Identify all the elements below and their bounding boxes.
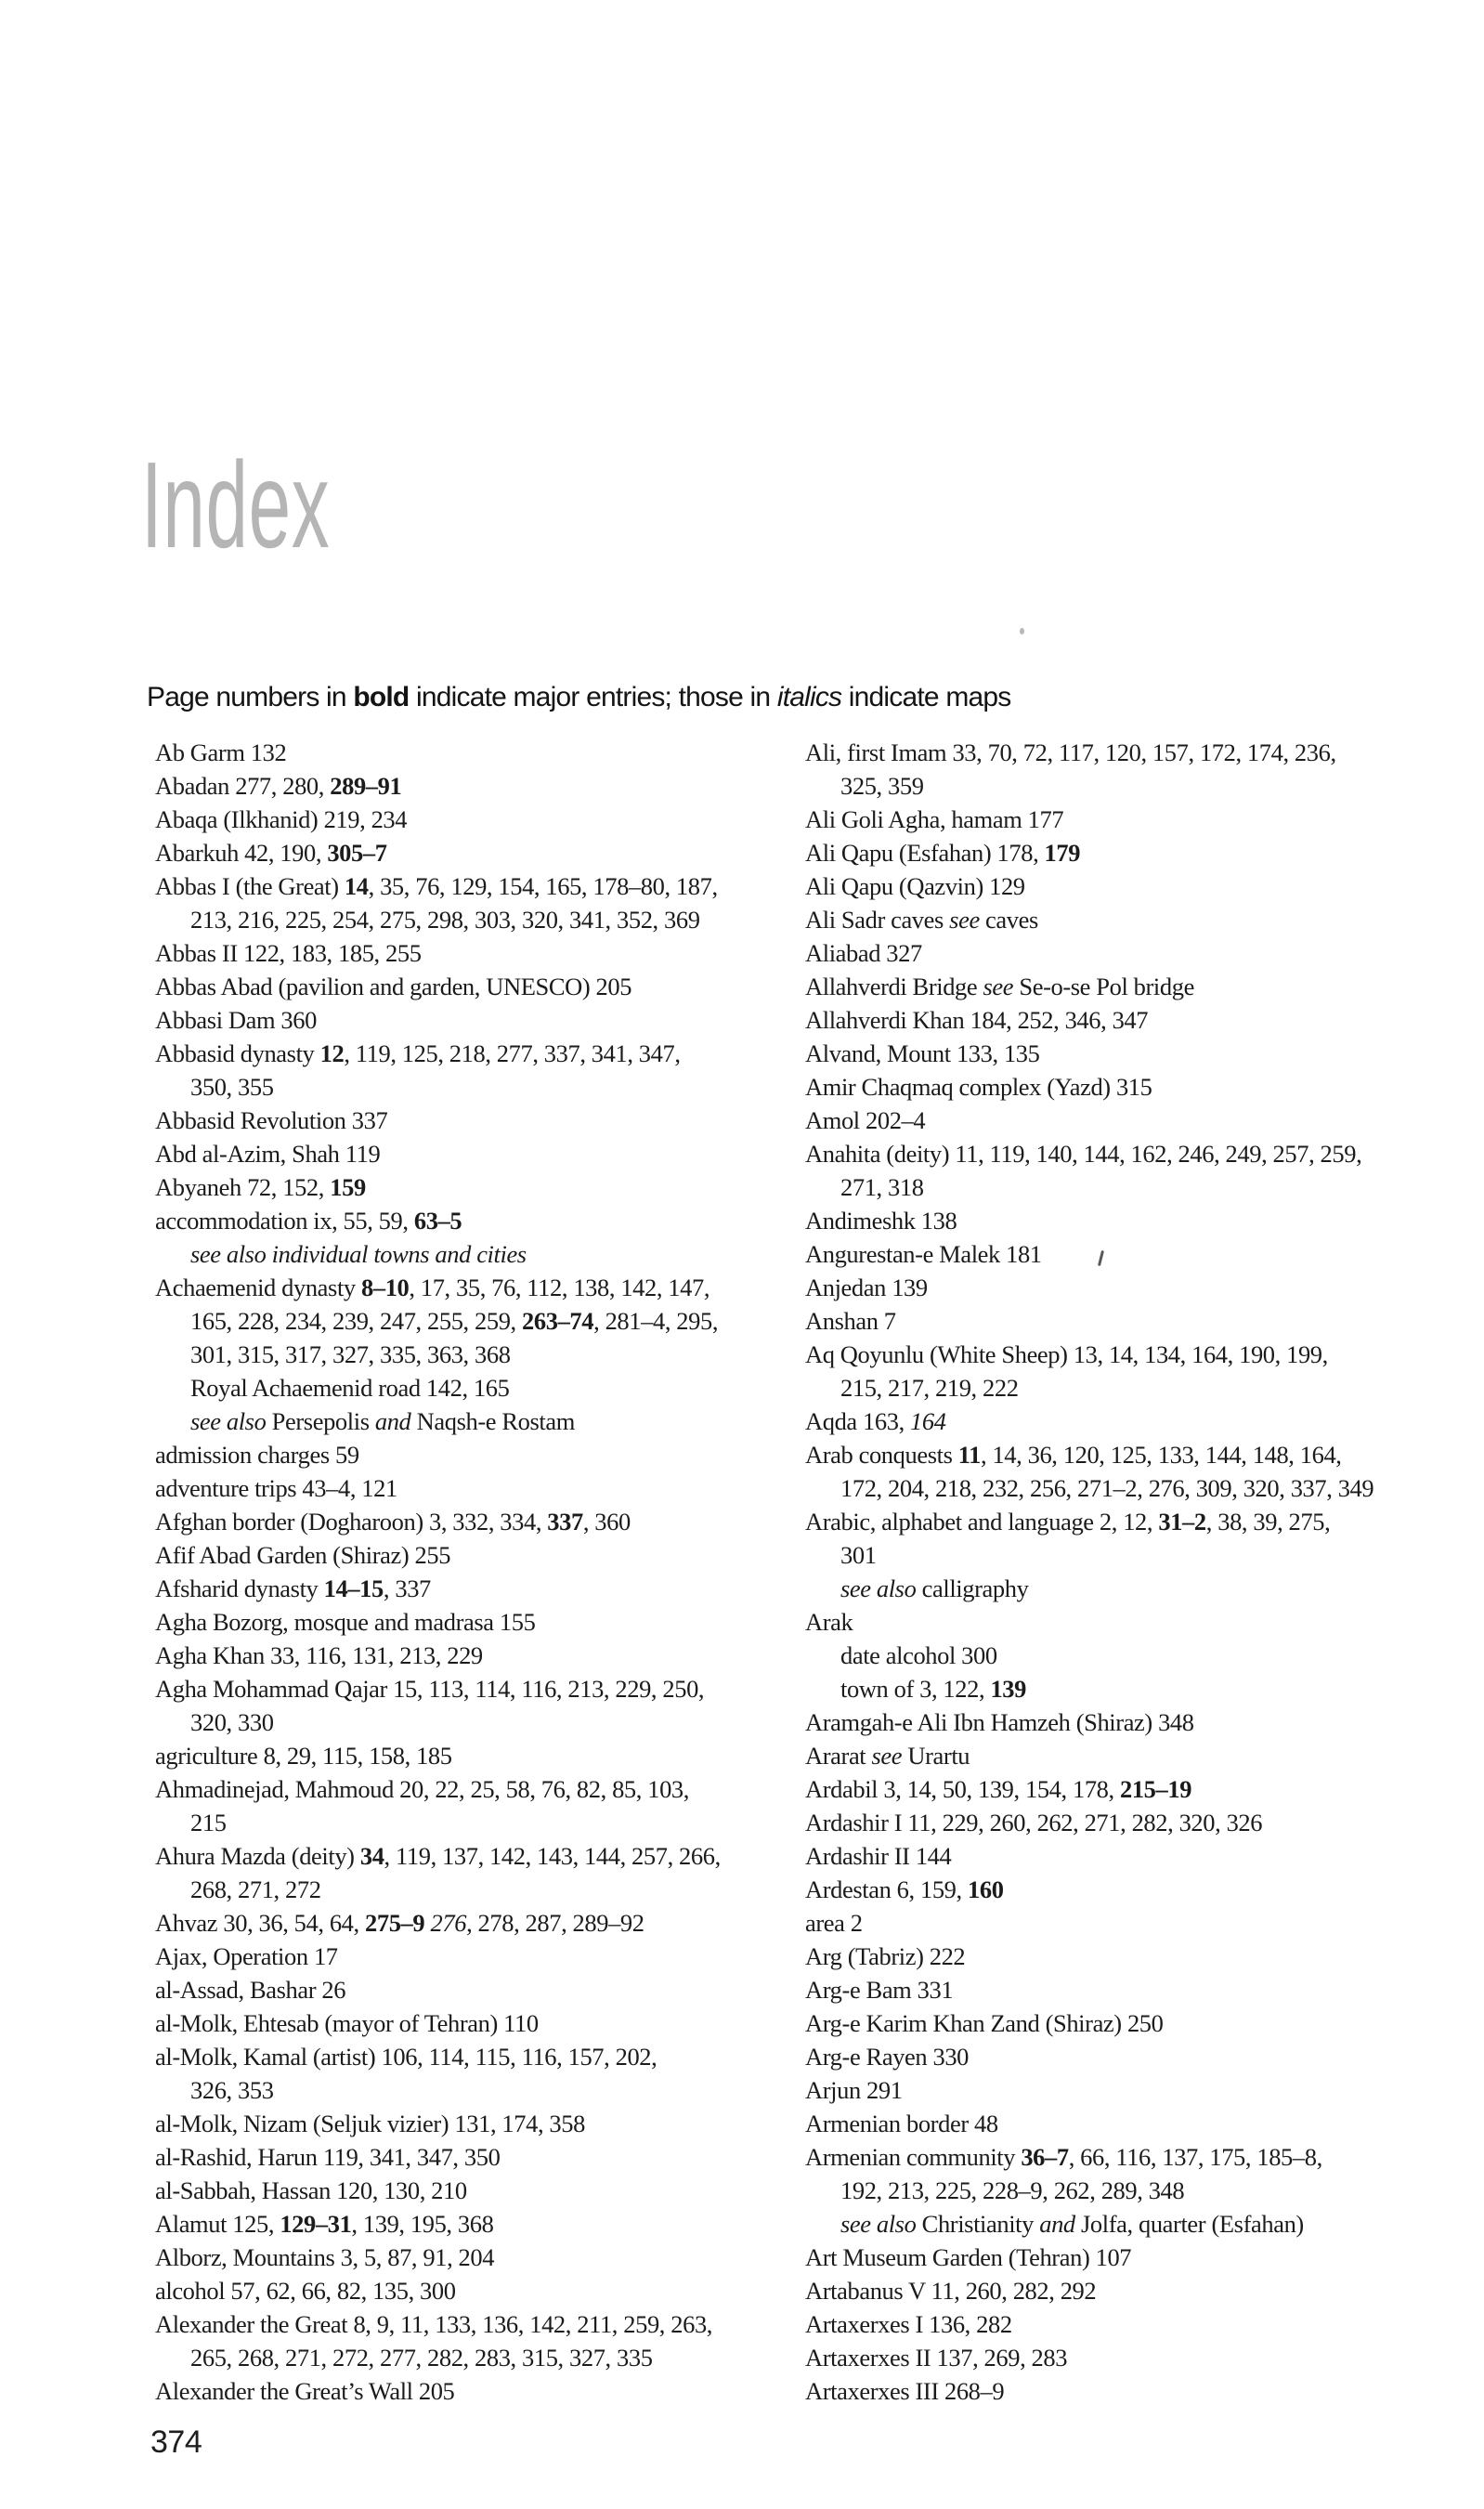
index-entry-line xyxy=(155,1906,796,1940)
text-run: 160 xyxy=(968,1875,1004,1903)
index-entry-line xyxy=(155,1371,796,1405)
text-run: 275–9 xyxy=(365,1909,425,1937)
text-run: see xyxy=(871,1742,903,1770)
index-entry-line xyxy=(805,1639,1478,1672)
text-run: alcohol 57, 62, 66, 82, 135, 300 xyxy=(155,2277,456,2305)
text-run: Artaxerxes I 136, 282 xyxy=(805,2310,1012,2338)
text-run: Arg-e Rayen 330 xyxy=(805,2043,970,2071)
index-entry-line xyxy=(805,736,1478,769)
text-run: , 119, 137, 142, 143, 144, 257, 266, xyxy=(384,1842,721,1870)
index-entry-line xyxy=(155,1672,796,1705)
index-entry-line xyxy=(155,1940,796,1973)
text-run: Ardashir II 144 xyxy=(805,1842,952,1870)
index-entry-line xyxy=(155,1271,796,1304)
text-run: Alborz, Mountains 3, 5, 87, 91, 204 xyxy=(155,2243,495,2271)
text-run: , 38, 39, 275, xyxy=(1205,1508,1331,1535)
text-run: and xyxy=(1039,2210,1075,2238)
index-entry-line xyxy=(805,1839,1478,1873)
text-run: Persepolis xyxy=(271,1407,375,1435)
index-entry-line xyxy=(155,1639,796,1672)
text-run: 14–15 xyxy=(323,1575,384,1602)
index-entry-line xyxy=(155,1772,796,1806)
text-run: accommodation ix, 55, 59, xyxy=(155,1207,414,1235)
text-run: italics xyxy=(776,682,842,712)
index-entry-line xyxy=(155,1204,796,1237)
index-entry-line xyxy=(155,1405,796,1438)
index-entry-line xyxy=(805,1371,1478,1405)
text-run: 192, 213, 225, 228–9, 262, 289, 348 xyxy=(840,2176,1185,2204)
text-run: Afsharid dynasty xyxy=(155,1575,324,1602)
index-entry-line xyxy=(805,1104,1478,1137)
index-entry-line xyxy=(805,1906,1478,1940)
text-run: Ali, first Imam 33, 70, 72, 117, 120, 157, 172, 174, 236, xyxy=(805,738,1336,766)
text-run: see also xyxy=(840,2210,917,2238)
text-run: Ali Qapu (Qazvin) 129 xyxy=(805,872,1025,900)
text-run: Artabanus V 11, 260, 282, 292 xyxy=(805,2277,1097,2305)
text-run: Abbas I (the Great) xyxy=(155,872,345,900)
text-run: Armenian border 48 xyxy=(805,2110,998,2137)
index-entry-line xyxy=(805,1806,1478,1839)
text-run: 34 xyxy=(359,1842,384,1870)
text-run: al-Molk, Nizam (Seljuk vizier) 131, 174, 358 xyxy=(155,2110,585,2137)
index-entry-line xyxy=(805,1237,1478,1271)
text-run: 289–91 xyxy=(330,772,402,800)
text-run: caves xyxy=(979,906,1038,934)
index-entry-line xyxy=(805,936,1478,970)
index-entry-line xyxy=(155,2174,796,2207)
text-run: see also individual towns and cities xyxy=(190,1240,527,1268)
text-run: Art Museum Garden (Tehran) 107 xyxy=(805,2243,1132,2271)
index-entry-line xyxy=(155,2307,796,2341)
index-entry-line xyxy=(155,1438,796,1471)
text-run: Anjedan 139 xyxy=(805,1274,928,1301)
text-run: , 278, 287, 289–92 xyxy=(466,1909,644,1937)
index-entry-line xyxy=(805,1672,1478,1705)
index-entry-line xyxy=(155,1973,796,2006)
text-run: 11 xyxy=(957,1441,981,1469)
index-entry-line xyxy=(805,1304,1478,1338)
text-run: Arg-e Karim Khan Zand (Shiraz) 250 xyxy=(805,2009,1164,2037)
text-run: date alcohol 300 xyxy=(840,1641,997,1669)
text-run: Amir Chaqmaq complex (Yazd) 315 xyxy=(805,1073,1152,1101)
text-run: Afif Abad Garden (Shiraz) 255 xyxy=(155,1541,451,1569)
index-entry-line xyxy=(155,1104,796,1137)
text-run: Arg-e Bam 331 xyxy=(805,1976,954,2004)
text-run: Abbas Abad (pavilion and garden, UNESCO) 205 xyxy=(155,973,632,1000)
text-run: Abd al-Azim, Shah 119 xyxy=(155,1140,381,1168)
text-run: admission charges 59 xyxy=(155,1441,359,1469)
index-entry-line xyxy=(805,2307,1478,2341)
text-run: Ahvaz 30, 36, 54, 64, xyxy=(155,1909,365,1937)
text-run: Ali Qapu (Esfahan) 178, xyxy=(805,839,1045,867)
text-run: 215, 217, 219, 222 xyxy=(840,1374,1019,1402)
text-run: Arabic, alphabet and language 2, 12, xyxy=(805,1508,1159,1535)
index-entry-line xyxy=(805,1572,1478,1605)
text-run: Abyaneh 72, 152, xyxy=(155,1173,331,1201)
text-run: Artaxerxes III 268–9 xyxy=(805,2377,1005,2405)
text-run: indicate major entries; those in xyxy=(409,682,777,712)
text-run: Andimeshk 138 xyxy=(805,1207,957,1235)
text-run: Anahita (deity) 11, 119, 140, 144, 162, 246, 249, 257, 259, xyxy=(805,1140,1362,1168)
index-entry-line xyxy=(805,803,1478,836)
index-entry-line xyxy=(805,2073,1478,2107)
index-entry-line xyxy=(805,2174,1478,2207)
index-entry-line xyxy=(805,1271,1478,1304)
index-column-right xyxy=(805,736,1478,2408)
index-entry-line xyxy=(155,1037,796,1070)
index-entry-line xyxy=(805,1170,1478,1204)
text-run: indicate maps xyxy=(841,682,1011,712)
text-run: area 2 xyxy=(805,1909,863,1937)
text-run: 301, 315, 317, 327, 335, 363, 368 xyxy=(190,1340,511,1368)
text-run: 301 xyxy=(840,1541,877,1569)
text-run: al-Molk, Kamal (artist) 106, 114, 115, 116, 157, 202, xyxy=(155,2043,657,2071)
text-run: 271, 318 xyxy=(840,1173,924,1201)
text-run: 320, 330 xyxy=(190,1708,274,1736)
index-entry-line xyxy=(155,2040,796,2073)
text-run: Ahura Mazda (deity) xyxy=(155,1842,360,1870)
text-run: 129–31 xyxy=(280,2210,352,2238)
text-run: Arjun 291 xyxy=(805,2076,903,2104)
index-entry-line xyxy=(155,736,796,769)
text-run: Agha Mohammad Qajar 15, 113, 114, 116, 213, 229, 250, xyxy=(155,1675,705,1703)
index-entry-line xyxy=(155,1739,796,1772)
index-entry-line xyxy=(805,836,1478,869)
text-run: 326, 353 xyxy=(190,2076,274,2104)
index-entry-line xyxy=(155,1170,796,1204)
index-entry-line xyxy=(805,1940,1478,1973)
index-entry-line xyxy=(805,1873,1478,1906)
text-run: Anshan 7 xyxy=(805,1307,896,1335)
index-entry-line xyxy=(155,1572,796,1605)
index-entry-line xyxy=(805,1338,1478,1371)
ink-speck xyxy=(1020,628,1024,634)
text-run: Aliabad 327 xyxy=(805,939,922,967)
index-entry-line xyxy=(805,1137,1478,1170)
text-run: bold xyxy=(353,682,410,712)
text-run: Abaqa (Ilkhanid) 219, 234 xyxy=(155,805,408,833)
text-run: Afghan border (Dogharoon) 3, 332, 334, xyxy=(155,1508,548,1535)
text-run: Ab Garm 132 xyxy=(155,738,287,766)
text-run: Abbas II 122, 183, 185, 255 xyxy=(155,939,422,967)
text-run: Artaxerxes II 137, 269, 283 xyxy=(805,2344,1068,2372)
index-entry-line xyxy=(805,1471,1478,1505)
index-entry-line xyxy=(155,1304,796,1338)
index-entry-line xyxy=(805,1538,1478,1572)
text-run: Page numbers in xyxy=(147,682,354,712)
index-entry-line xyxy=(805,970,1478,1003)
index-entry-line xyxy=(155,1806,796,1839)
index-entry-line xyxy=(805,1204,1478,1237)
index-entry-line xyxy=(155,1338,796,1371)
text-run: Ardabil 3, 14, 50, 139, 154, 178, xyxy=(805,1775,1120,1803)
text-run: Arg (Tabriz) 222 xyxy=(805,1942,966,1970)
index-entry-line xyxy=(155,2140,796,2174)
text-run: 172, 204, 218, 232, 256, 271–2, 276, 309, 320, 337, 349 xyxy=(840,1474,1374,1502)
text-run: see xyxy=(949,906,980,934)
text-run: Ahmadinejad, Mahmoud 20, 22, 25, 58, 76, 82, 85, 103, xyxy=(155,1775,689,1803)
text-run: and xyxy=(374,1407,411,1435)
text-run: Ardestan 6, 159, xyxy=(805,1875,968,1903)
text-run: , 14, 36, 120, 125, 133, 144, 148, 164, xyxy=(981,1441,1342,1469)
index-entry-line xyxy=(805,2374,1478,2408)
index-entry-line xyxy=(805,2241,1478,2274)
text-run: Royal Achaemenid road 142, 165 xyxy=(190,1374,510,1402)
text-run: al-Assad, Bashar 26 xyxy=(155,1976,346,2004)
text-run: Christianity xyxy=(916,2210,1040,2238)
index-entry-line xyxy=(805,1973,1478,2006)
index-entry-line xyxy=(805,2140,1478,2174)
index-entry-line xyxy=(805,1505,1478,1538)
text-run: Angurestan-e Malek 181 xyxy=(805,1240,1042,1268)
text-run: Aqda 163, xyxy=(805,1407,911,1435)
text-run: Aramgah-e Ali Ibn Hamzeh (Shiraz) 348 xyxy=(805,1708,1194,1736)
text-run: , 119, 125, 218, 277, 337, 341, 347, xyxy=(344,1039,681,1067)
index-entry-line xyxy=(155,970,796,1003)
index-entry-line xyxy=(155,1471,796,1505)
text-run: 31–2 xyxy=(1158,1508,1206,1535)
text-run: Abbasid Revolution 337 xyxy=(155,1106,388,1134)
index-entry-line xyxy=(805,2207,1478,2241)
index-entry-line xyxy=(155,869,796,903)
index-entry-line xyxy=(155,2006,796,2040)
text-run: 179 xyxy=(1044,839,1081,867)
text-run: see also xyxy=(190,1407,272,1435)
text-run: Amol 202–4 xyxy=(805,1106,926,1134)
index-entry-line xyxy=(155,1605,796,1639)
text-run: 139 xyxy=(990,1675,1026,1703)
text-run: 276 xyxy=(430,1909,467,1937)
index-entry-line xyxy=(805,1438,1478,1471)
text-run: Aq Qoyunlu (White Sheep) 13, 14, 134, 164, 190, 199, xyxy=(805,1340,1328,1368)
text-run: Urartu xyxy=(902,1742,970,1770)
text-run: al-Rashid, Harun 119, 341, 347, 350 xyxy=(155,2143,501,2171)
index-entry-line xyxy=(805,2040,1478,2073)
text-run: al-Sabbah, Hassan 120, 130, 210 xyxy=(155,2176,467,2204)
text-run: , 35, 76, 129, 154, 165, 178–80, 187, xyxy=(368,872,718,900)
page-title: Index xyxy=(141,437,331,574)
text-run: Alexander the Great 8, 9, 11, 133, 136, 142, 211, 259, 263, xyxy=(155,2310,713,2338)
text-run: adventure trips 43–4, 121 xyxy=(155,1474,397,1502)
index-entry-line xyxy=(155,903,796,936)
index-entry-line xyxy=(155,936,796,970)
index-entry-line xyxy=(155,769,796,803)
text-run: 165, 228, 234, 239, 247, 255, 259, xyxy=(190,1307,523,1335)
text-run: Naqsh-e Rostam xyxy=(410,1407,575,1435)
index-column-left xyxy=(155,736,796,2408)
text-run: Allahverdi Khan 184, 252, 346, 347 xyxy=(805,1006,1149,1034)
index-entry-line xyxy=(155,2207,796,2241)
text-run: 12 xyxy=(319,1039,345,1067)
index-entry-line xyxy=(805,869,1478,903)
text-run: 350, 355 xyxy=(190,1073,274,1101)
index-entry-line xyxy=(805,2006,1478,2040)
text-run: 215 xyxy=(190,1809,227,1836)
text-run: Arak xyxy=(805,1608,853,1636)
text-run: 8–10 xyxy=(361,1274,410,1301)
text-run: see also xyxy=(840,1575,917,1602)
index-entry-line xyxy=(155,836,796,869)
index-entry-line xyxy=(805,1605,1478,1639)
text-run: Arab conquests xyxy=(805,1441,958,1469)
text-run: Achaemenid dynasty xyxy=(155,1274,361,1301)
text-run: 213, 216, 225, 254, 275, 298, 303, 320, 341, 352, 369 xyxy=(190,906,700,934)
index-entry-line xyxy=(155,1505,796,1538)
index-entry-line xyxy=(805,1405,1478,1438)
index-entry-line xyxy=(155,2241,796,2274)
text-run: Alvand, Mount 133, 135 xyxy=(805,1039,1040,1067)
index-entry-line xyxy=(805,2107,1478,2140)
text-run: , 281–4, 295, xyxy=(593,1307,719,1335)
text-run: 325, 359 xyxy=(840,772,924,800)
index-entry-line xyxy=(155,2374,796,2408)
text-run: Agha Bozorg, mosque and madrasa 155 xyxy=(155,1608,536,1636)
text-run: Abbasid dynasty xyxy=(155,1039,320,1067)
text-run: Se-o-se Pol bridge xyxy=(1013,973,1194,1000)
index-entry-line xyxy=(155,1705,796,1739)
text-run: Agha Khan 33, 116, 131, 213, 229 xyxy=(155,1641,483,1669)
index-entry-line xyxy=(805,1705,1478,1739)
text-run: 164 xyxy=(910,1407,946,1435)
text-run: 14 xyxy=(344,872,369,900)
text-run: Armenian community xyxy=(805,2143,1022,2171)
text-run: 159 xyxy=(330,1173,366,1201)
index-entry-line xyxy=(805,1003,1478,1037)
index-entry-line xyxy=(155,1237,796,1271)
text-run: 305–7 xyxy=(327,839,387,867)
text-run: 263–74 xyxy=(522,1307,594,1335)
text-run: Ali Goli Agha, hamam 177 xyxy=(805,805,1064,833)
text-run: town of 3, 122, xyxy=(840,1675,991,1703)
text-run: Ardashir I 11, 229, 260, 262, 271, 282, 320, 326 xyxy=(805,1809,1263,1836)
text-run: , 337 xyxy=(383,1575,431,1602)
index-entry-line xyxy=(805,1037,1478,1070)
index-entry-line xyxy=(805,903,1478,936)
index-entry-line xyxy=(805,1070,1478,1104)
index-entry-line xyxy=(805,1772,1478,1806)
text-run: 268, 271, 272 xyxy=(190,1875,321,1903)
text-run: Alamut 125, xyxy=(155,2210,280,2238)
index-legend xyxy=(147,681,1010,714)
text-run: Alexander the Great’s Wall 205 xyxy=(155,2377,455,2405)
index-entry-line xyxy=(155,1003,796,1037)
text-run: , 17, 35, 76, 112, 138, 142, 147, xyxy=(409,1274,710,1301)
text-run: Abadan 277, 280, xyxy=(155,772,331,800)
index-entry-line xyxy=(155,1538,796,1572)
index-entry-line xyxy=(155,1070,796,1104)
index-entry-line xyxy=(155,1873,796,1906)
text-run: 337 xyxy=(547,1508,583,1535)
index-entry-line xyxy=(805,2341,1478,2374)
text-run: , 360 xyxy=(582,1508,631,1535)
text-run: 63–5 xyxy=(413,1207,462,1235)
index-entry-line xyxy=(155,1839,796,1873)
index-entry-line xyxy=(805,2274,1478,2307)
index-entry-line xyxy=(155,2107,796,2140)
text-run: , 66, 116, 137, 175, 185–8, xyxy=(1068,2143,1322,2171)
text-run: Ararat xyxy=(805,1742,872,1770)
text-run: 265, 268, 271, 272, 277, 282, 283, 315, 327, 335 xyxy=(190,2344,653,2372)
page-number: 374 xyxy=(150,2424,202,2460)
text-run: Ali Sadr caves xyxy=(805,906,950,934)
index-entry-line xyxy=(155,803,796,836)
text-run: Jolfa, quarter (Esfahan) xyxy=(1074,2210,1304,2238)
index-entry-line xyxy=(155,2073,796,2107)
index-entry-line xyxy=(805,1739,1478,1772)
text-run: Abbasi Dam 360 xyxy=(155,1006,317,1034)
text-run: , 139, 195, 368 xyxy=(351,2210,494,2238)
text-run: calligraphy xyxy=(916,1575,1029,1602)
index-entry-line xyxy=(805,769,1478,803)
text-run: agriculture 8, 29, 115, 158, 185 xyxy=(155,1742,452,1770)
index-entry-line xyxy=(155,2341,796,2374)
text-run: 215–19 xyxy=(1119,1775,1192,1803)
text-run: al-Molk, Ehtesab (mayor of Tehran) 110 xyxy=(155,2009,539,2037)
text-run: 36–7 xyxy=(1021,2143,1069,2171)
text-run: Abarkuh 42, 190, xyxy=(155,839,328,867)
text-run: see xyxy=(983,973,1014,1000)
text-run: Ajax, Operation 17 xyxy=(155,1942,338,1970)
index-entry-line xyxy=(155,1137,796,1170)
text-run: Allahverdi Bridge xyxy=(805,973,983,1000)
index-entry-line xyxy=(155,2274,796,2307)
